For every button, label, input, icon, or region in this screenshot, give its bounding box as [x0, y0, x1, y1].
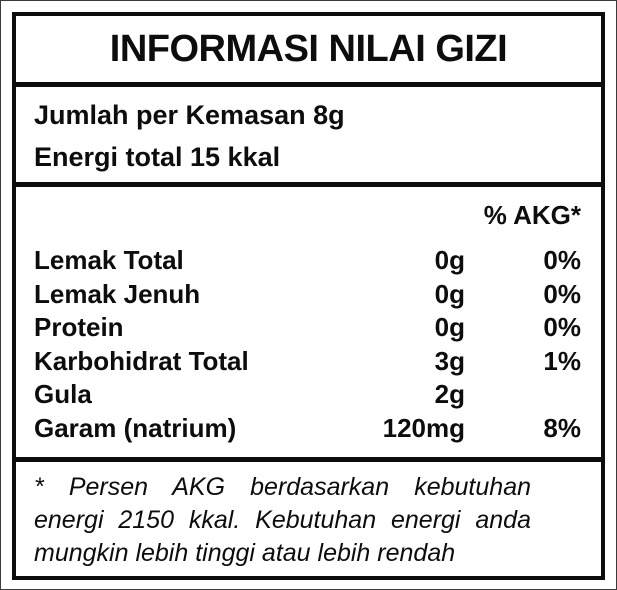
nutrient-akg: 0%	[543, 312, 581, 342]
nutrition-label	[12, 12, 605, 580]
nutrient-amount: 0g	[434, 245, 465, 275]
nutrient-akg	[465, 378, 581, 412]
label-title: INFORMASI NILAI GIZI	[109, 27, 508, 70]
nutrient-row-lemak-total	[34, 244, 581, 278]
nutrient-name: Garam (natrium)	[34, 412, 237, 443]
nutrient-akg: 1%	[543, 345, 581, 376]
nutrient-name: Lemak Total	[34, 245, 184, 275]
serving-section	[16, 87, 601, 187]
nutrient-row-karbohidrat-total	[34, 345, 581, 379]
nutrient-akg: 8%	[543, 412, 581, 443]
nutrient-amount: 2g	[434, 379, 465, 409]
nutrient-name: Protein	[34, 312, 124, 342]
serving-amount-per-pack: Jumlah per Kemasan 8g	[34, 100, 345, 130]
nutrient-akg: 0%	[543, 278, 581, 309]
nutrient-name: Gula	[34, 379, 92, 409]
nutrient-amount: 120mg	[382, 412, 465, 443]
nutrient-row-protein	[34, 311, 581, 345]
nutrient-table-section	[16, 187, 601, 462]
akg-column-header: % AKG*	[483, 200, 581, 230]
nutrient-row-gula	[34, 378, 581, 412]
nutrient-amount: 3g	[434, 345, 465, 376]
akg-footnote: * Persen AKG berdasarkan kebutuhan energi 2150 kkal. Kebutuhan energi anda mungkin lebih tinggi atau lebih rendah	[34, 473, 531, 567]
energy-total: Energi total 15 kkal	[34, 142, 281, 172]
nutrient-name: Karbohidrat Total	[34, 345, 249, 376]
nutrient-akg: 0%	[543, 245, 581, 275]
nutrient-row-garam-natrium	[34, 412, 581, 446]
nutrient-amount: 0g	[434, 278, 465, 309]
nutrient-amount: 0g	[434, 312, 465, 342]
footnote-section	[16, 462, 601, 576]
nutrient-row-lemak-jenuh	[34, 278, 581, 312]
label-header-section	[16, 16, 601, 87]
nutrient-name: Lemak Jenuh	[34, 278, 201, 309]
